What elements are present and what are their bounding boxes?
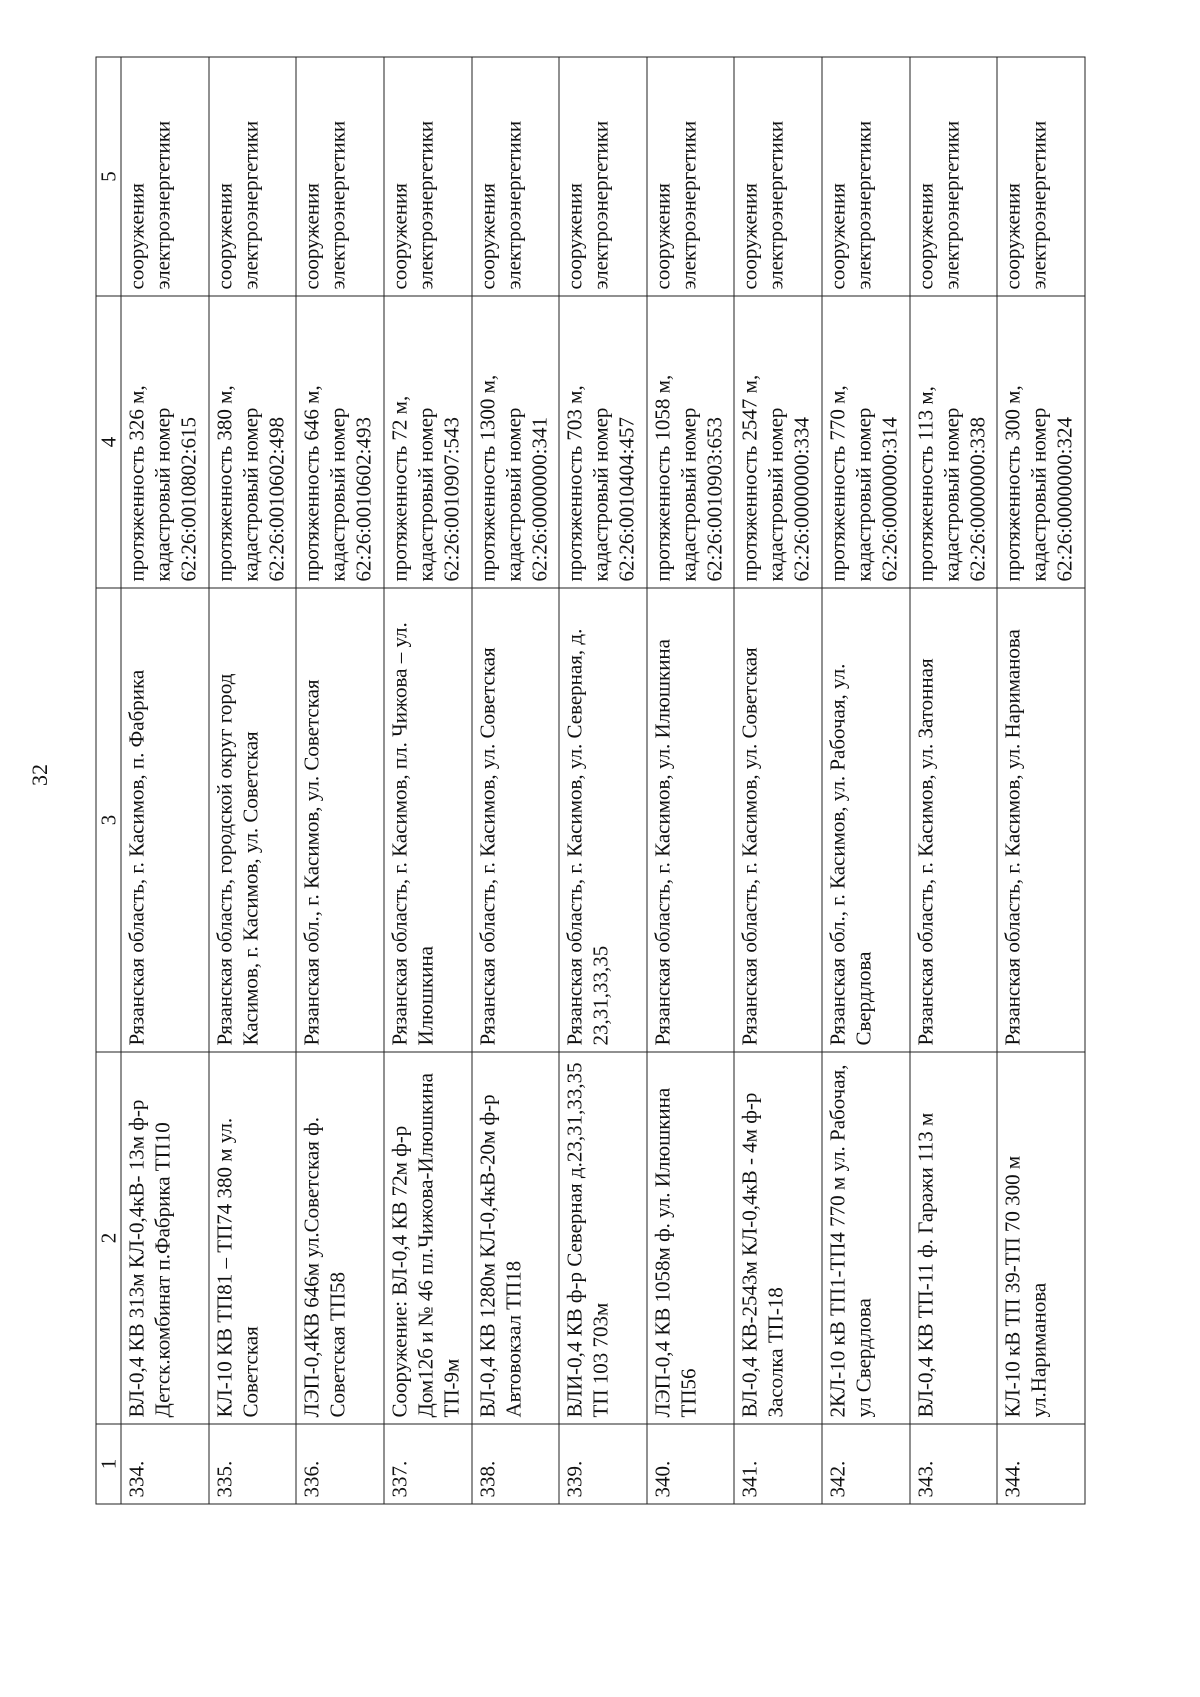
table-header-row — [96, 57, 121, 1504]
object-type: сооружения электроэнергетики — [822, 57, 910, 296]
object-parameters: протяженность 1058 м, кадастровый номер 62:26:0010903:653 — [647, 296, 735, 588]
column-header: 4 — [96, 296, 121, 588]
object-parameters: протяженность 113 м, кадастровый номер 62:26:0000000:338 — [910, 296, 998, 588]
table-row — [734, 57, 822, 1504]
table-row — [472, 57, 560, 1504]
object-name: КЛ-10 КВ ТП81 – ТП74 380 м ул. Советская — [209, 1052, 297, 1424]
row-number: 334. — [121, 1424, 209, 1504]
object-address: Рязанская область, г. Касимов, ул. Затонная — [910, 588, 998, 1052]
table-row — [384, 57, 472, 1504]
row-number: 338. — [472, 1424, 560, 1504]
object-type: сооружения электроэнергетики — [997, 57, 1085, 296]
row-number: 335. — [209, 1424, 297, 1504]
object-type: сооружения электроэнергетики — [384, 57, 472, 296]
registry-table-rotated — [96, 58, 1086, 1505]
object-parameters: протяженность 646 м, кадастровый номер 62:26:0010602:493 — [296, 296, 384, 588]
object-name: ВЛ-0,4 КВ ТП-11 ф. Гаражи 113 м — [910, 1052, 998, 1424]
row-number: 337. — [384, 1424, 472, 1504]
object-address: Рязанская обл., г. Касимов, ул. Рабочая, ул. Свердлова — [822, 588, 910, 1052]
table-row — [910, 57, 998, 1504]
object-parameters: протяженность 2547 м, кадастровый номер 62:26:0000000:334 — [734, 296, 822, 588]
object-address: Рязанская область, городской округ город Касимов, г. Касимов, ул. Советская — [209, 588, 297, 1052]
object-name: 2КЛ-10 кВ ТП1-ТП4 770 м ул. Рабочая, ул Свердлова — [822, 1052, 910, 1424]
table-row — [997, 57, 1085, 1504]
object-name: ЛЭП-0,4 КВ 1058м ф. ул. Илюшкина ТП56 — [647, 1052, 735, 1424]
object-type: сооружения электроэнергетики — [472, 57, 560, 296]
row-number: 344. — [997, 1424, 1085, 1504]
object-name: ВЛИ-0,4 КВ ф-р Северная д.23,31,33,35 ТП 103 703м — [559, 1052, 647, 1424]
object-parameters: протяженность 326 м, кадастровый номер 62:26:0010802:615 — [121, 296, 209, 588]
table-row — [647, 57, 735, 1504]
object-type: сооружения электроэнергетики — [209, 57, 297, 296]
object-parameters: протяженность 380 м, кадастровый номер 62:26:0010602:498 — [209, 296, 297, 588]
object-address: Рязанская область, г. Касимов, ул. Советская — [472, 588, 560, 1052]
object-type: сооружения электроэнергетики — [296, 57, 384, 296]
object-parameters: протяженность 72 м, кадастровый номер 62:26:0010907:543 — [384, 296, 472, 588]
object-address: Рязанская область, г. Касимов, ул. Северная, д. 23,31,33,35 — [559, 588, 647, 1052]
object-name: ВЛ-0,4 КВ 1280м КЛ-0,4кВ-20м ф-р Автовокзал ТП18 — [472, 1052, 560, 1424]
column-header: 3 — [96, 588, 121, 1052]
row-number: 342. — [822, 1424, 910, 1504]
object-type: сооружения электроэнергетики — [121, 57, 209, 296]
object-type: сооружения электроэнергетики — [910, 57, 998, 296]
object-address: Рязанская обл., г. Касимов, ул. Советская — [296, 588, 384, 1052]
object-address: Рязанская область, г. Касимов, ул. Илюшкина — [647, 588, 735, 1052]
object-name: Сооружение: ВЛ-0,4 КВ 72м ф-р Дом12б и № 46 пл.Чижова-Илюшкина ТП-9м — [384, 1052, 472, 1424]
column-header: 2 — [96, 1052, 121, 1424]
table-row — [559, 57, 647, 1504]
row-number: 341. — [734, 1424, 822, 1504]
object-parameters: протяженность 300 м, кадастровый номер 62:26:0000000:324 — [997, 296, 1085, 588]
object-type: сооружения электроэнергетики — [734, 57, 822, 296]
object-address: Рязанская область, г. Касимов, пл. Чижова – ул. Илюшкина — [384, 588, 472, 1052]
table-row — [121, 57, 209, 1504]
row-number: 343. — [910, 1424, 998, 1504]
object-address: Рязанская область, г. Касимов, ул. Советская — [734, 588, 822, 1052]
row-number: 336. — [296, 1424, 384, 1504]
table-row — [822, 57, 910, 1504]
object-parameters: протяженность 770 м, кадастровый номер 62:26:0000000:314 — [822, 296, 910, 588]
row-number: 340. — [647, 1424, 735, 1504]
row-number: 339. — [559, 1424, 647, 1504]
object-type: сооружения электроэнергетики — [647, 57, 735, 296]
column-header: 5 — [96, 57, 121, 296]
object-name: ВЛ-0,4 КВ-2543м КЛ-0,4кВ - 4м ф-р Засолка ТП-18 — [734, 1052, 822, 1424]
object-type: сооружения электроэнергетики — [559, 57, 647, 296]
table-row — [209, 57, 297, 1504]
object-parameters: протяженность 703 м, кадастровый номер 62:26:0010404:457 — [559, 296, 647, 588]
object-address: Рязанская область, г. Касимов, ул. Нариманова — [997, 588, 1085, 1052]
object-name: ВЛ-0,4 КВ 313м КЛ-0,4кВ- 13м ф-р Детск.комбинат п.Фабрика ТП10 — [121, 1052, 209, 1424]
registry-table — [96, 57, 1086, 1505]
page-number: 32 — [27, 764, 52, 786]
table-row — [296, 57, 384, 1504]
column-header: 1 — [96, 1424, 121, 1504]
object-parameters: протяженность 1300 м, кадастровый номер 62:26:0000000:341 — [472, 296, 560, 588]
object-address: Рязанская область, г. Касимов, п. Фабрика — [121, 588, 209, 1052]
object-name: ЛЭП-0,4КВ 646м ул.Советская ф. Советская ТП58 — [296, 1052, 384, 1424]
object-name: КЛ-10 кВ ТП 39-ТП 70 300 м ул.Нариманова — [997, 1052, 1085, 1424]
